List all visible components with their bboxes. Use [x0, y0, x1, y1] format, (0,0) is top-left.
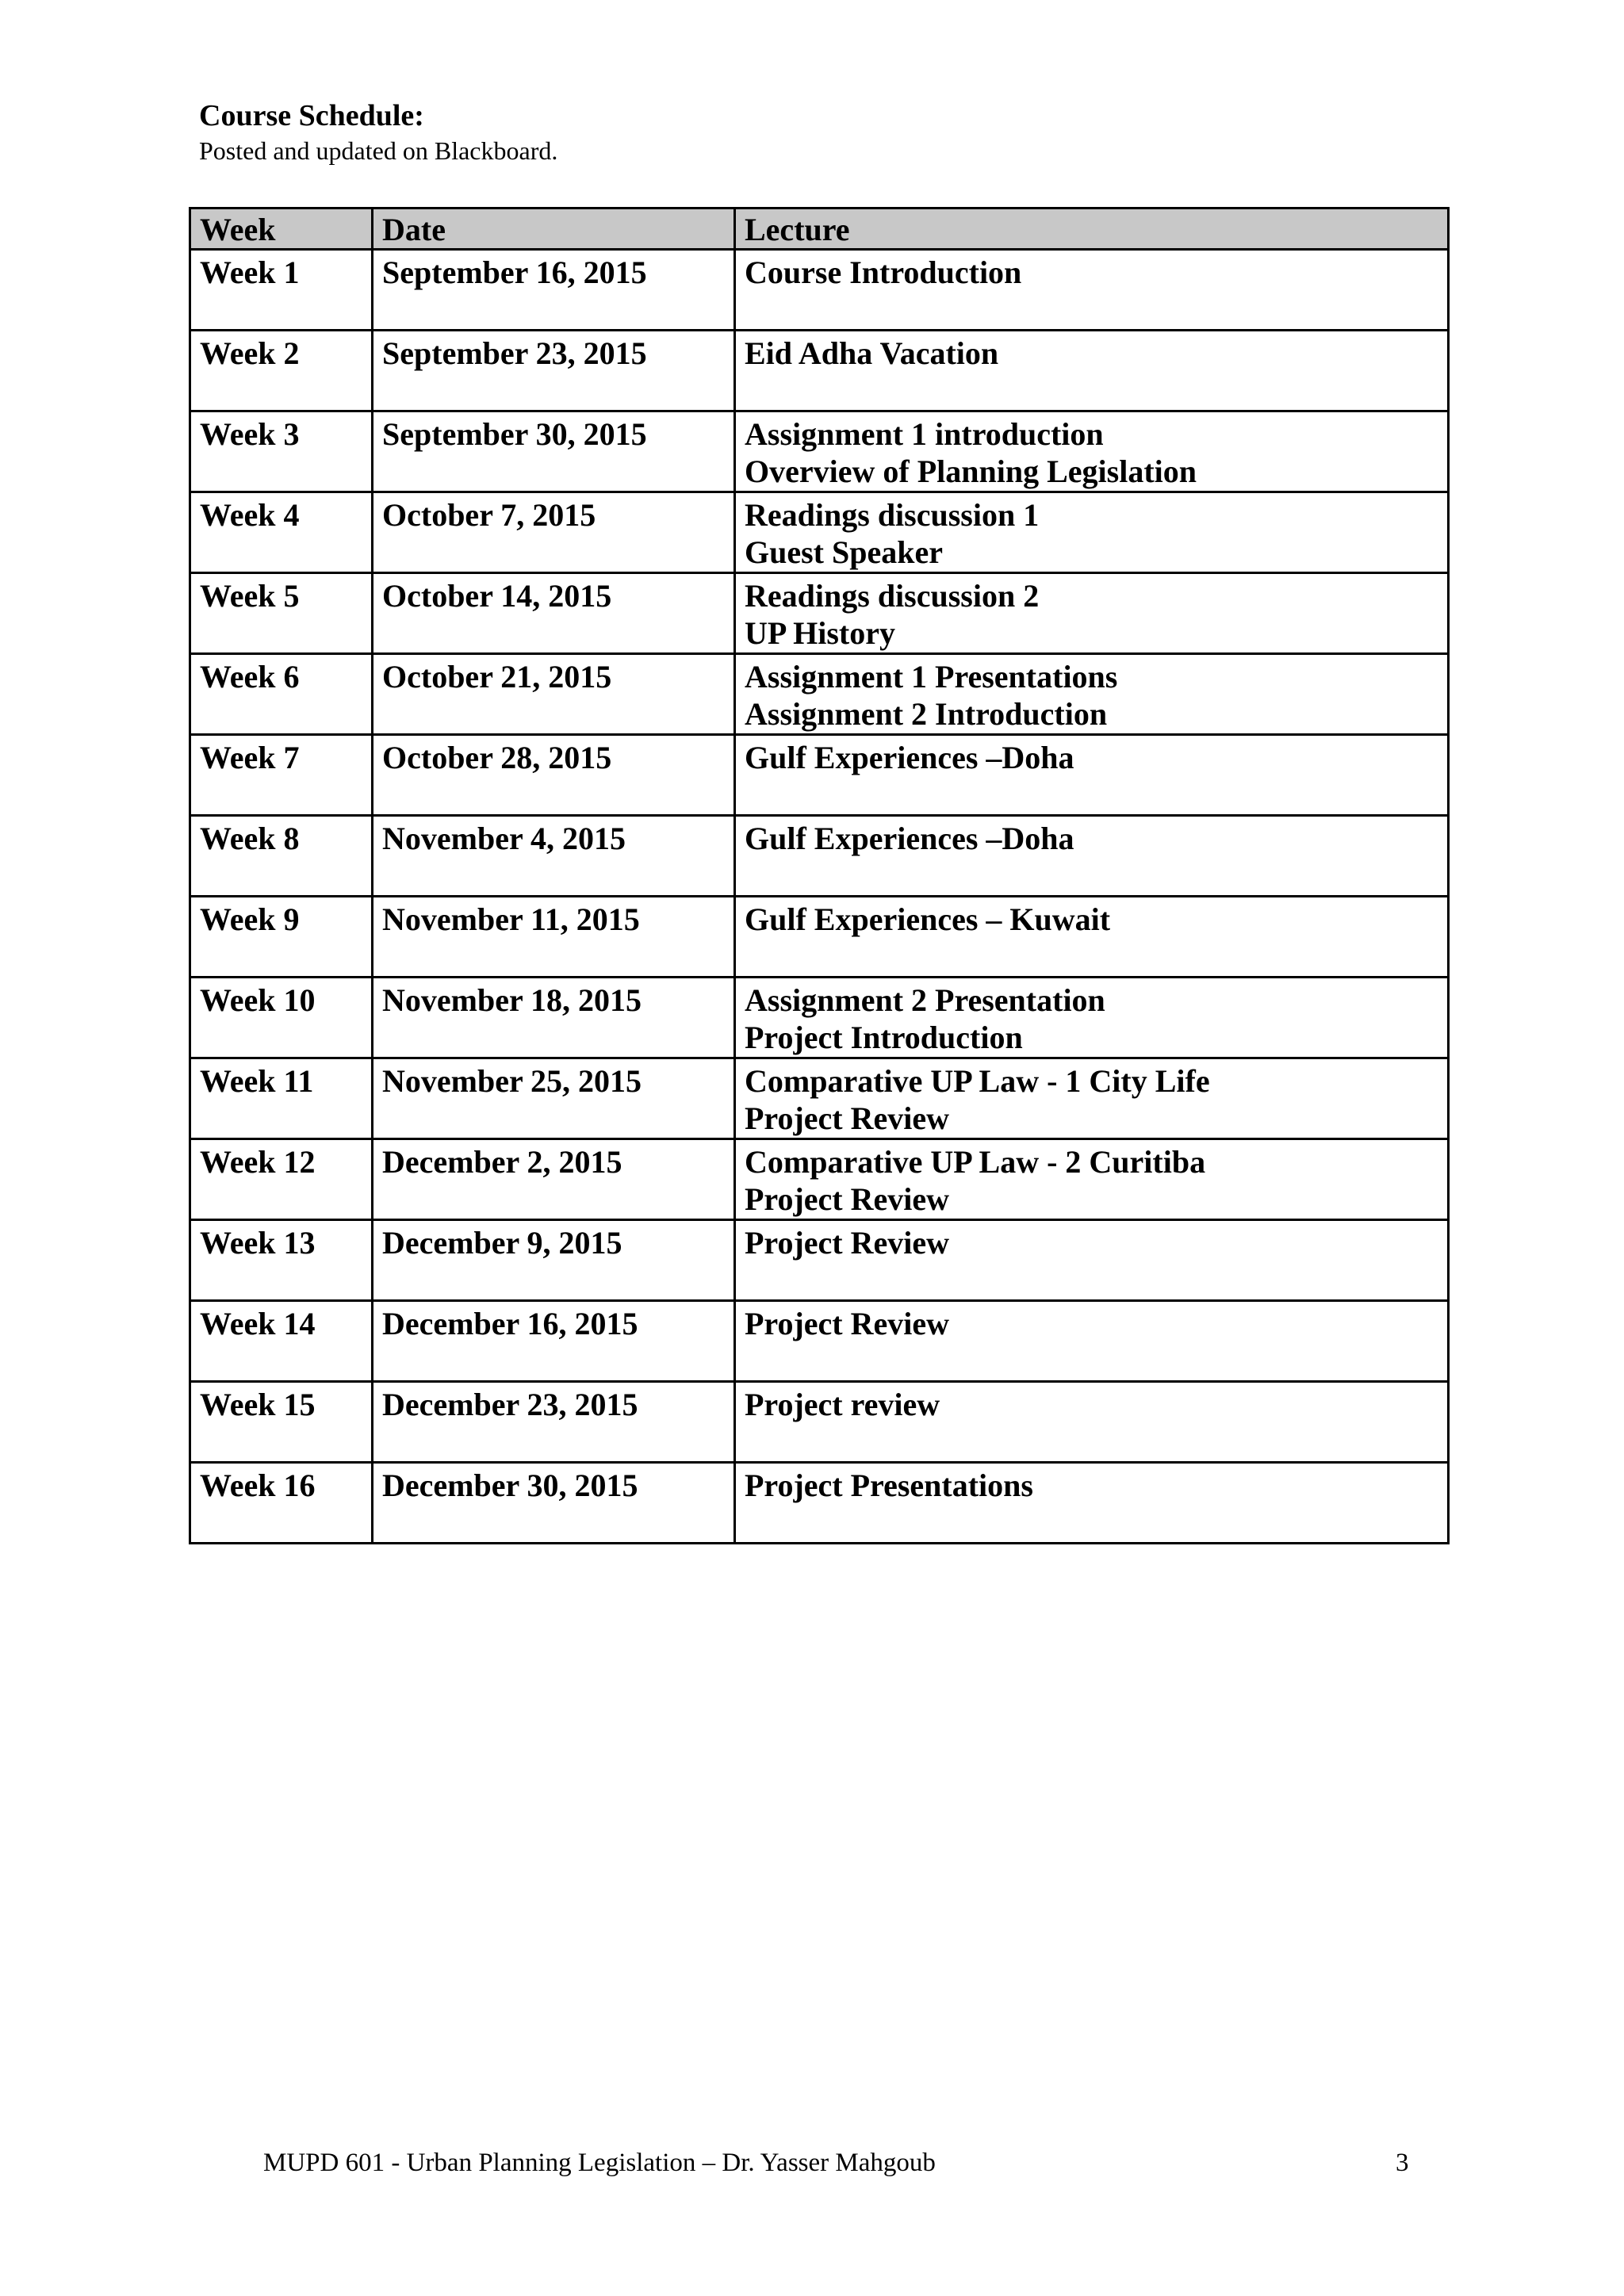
table-header-row	[190, 209, 1449, 250]
table-row	[190, 1463, 1449, 1544]
page-footer: MUPD 601 - Urban Planning Legislation – Dr. Yasser Mahgoub	[263, 2149, 936, 2177]
cell-date: November 4, 2015	[373, 816, 735, 897]
cell-week: Week 8	[190, 816, 373, 897]
cell-lecture	[735, 897, 1449, 978]
lecture-line: Project review	[745, 1387, 940, 1422]
lecture-line: Comparative UP Law - 2 Curitiba	[745, 1144, 1206, 1180]
cell-lecture	[735, 816, 1449, 897]
cell-date: December 9, 2015	[373, 1220, 735, 1301]
cell-date: November 25, 2015	[373, 1058, 735, 1139]
cell-lecture	[735, 492, 1449, 573]
cell-week: Week 9	[190, 897, 373, 978]
lecture-line: Gulf Experiences –Doha	[745, 821, 1074, 856]
table-row	[190, 978, 1449, 1058]
cell-lecture	[735, 250, 1449, 331]
lecture-line: UP History	[745, 615, 895, 651]
cell-week: Week 4	[190, 492, 373, 573]
section-heading: Course Schedule:	[199, 99, 424, 132]
lecture-line: Eid Adha Vacation	[745, 335, 999, 371]
cell-week: Week 11	[190, 1058, 373, 1139]
lecture-line: Readings discussion 1	[745, 497, 1040, 533]
lecture-line: Comparative UP Law - 1 City Life	[745, 1063, 1210, 1099]
column-header-date: Date	[373, 209, 735, 250]
cell-week: Week 12	[190, 1139, 373, 1220]
lecture-line: Course Introduction	[745, 254, 1022, 290]
cell-week: Week 1	[190, 250, 373, 331]
cell-date: October 14, 2015	[373, 573, 735, 654]
section-subheading: Posted and updated on Blackboard.	[199, 136, 558, 165]
cell-date: September 16, 2015	[373, 250, 735, 331]
cell-date: December 23, 2015	[373, 1382, 735, 1463]
cell-date: December 30, 2015	[373, 1463, 735, 1544]
cell-week: Week 3	[190, 411, 373, 492]
cell-week: Week 5	[190, 573, 373, 654]
cell-week: Week 6	[190, 654, 373, 735]
table-row	[190, 1220, 1449, 1301]
table-row	[190, 1058, 1449, 1139]
cell-date: October 28, 2015	[373, 735, 735, 816]
cell-lecture	[735, 331, 1449, 411]
cell-lecture	[735, 1139, 1449, 1220]
lecture-line: Gulf Experiences – Kuwait	[745, 901, 1111, 937]
table-row	[190, 492, 1449, 573]
lecture-line: Overview of Planning Legislation	[745, 453, 1197, 489]
lecture-line: Project Introduction	[745, 1020, 1023, 1055]
cell-week: Week 13	[190, 1220, 373, 1301]
cell-week: Week 14	[190, 1301, 373, 1382]
cell-week: Week 16	[190, 1463, 373, 1544]
cell-date: December 2, 2015	[373, 1139, 735, 1220]
table-row	[190, 1301, 1449, 1382]
cell-lecture	[735, 735, 1449, 816]
lecture-line: Gulf Experiences –Doha	[745, 740, 1074, 775]
table-row	[190, 573, 1449, 654]
lecture-line: Readings discussion 2	[745, 578, 1040, 614]
table-row	[190, 1139, 1449, 1220]
table-row	[190, 411, 1449, 492]
cell-week: Week 7	[190, 735, 373, 816]
table-row	[190, 816, 1449, 897]
lecture-line: Project Review	[745, 1181, 950, 1217]
lecture-line: Project Review	[745, 1306, 950, 1341]
table-row	[190, 331, 1449, 411]
cell-week: Week 10	[190, 978, 373, 1058]
cell-date: November 11, 2015	[373, 897, 735, 978]
lecture-line: Project Review	[745, 1100, 950, 1136]
lecture-line: Project Review	[745, 1225, 950, 1261]
column-header-lecture: Lecture	[735, 209, 1449, 250]
cell-date: September 23, 2015	[373, 331, 735, 411]
column-header-week: Week	[190, 209, 373, 250]
cell-lecture	[735, 654, 1449, 735]
cell-lecture	[735, 1301, 1449, 1382]
lecture-line: Assignment 2 Presentation	[745, 982, 1105, 1018]
cell-lecture	[735, 573, 1449, 654]
lecture-line: Assignment 1 introduction	[745, 416, 1104, 452]
cell-lecture	[735, 411, 1449, 492]
cell-lecture	[735, 1463, 1449, 1544]
lecture-line: Assignment 2 Introduction	[745, 696, 1108, 732]
lecture-line: Guest Speaker	[745, 534, 943, 570]
cell-date: September 30, 2015	[373, 411, 735, 492]
cell-lecture	[735, 978, 1449, 1058]
cell-date: October 21, 2015	[373, 654, 735, 735]
cell-date: November 18, 2015	[373, 978, 735, 1058]
course-schedule-table	[189, 207, 1450, 1544]
lecture-line: Project Presentations	[745, 1468, 1033, 1503]
table-row	[190, 735, 1449, 816]
table-row	[190, 1382, 1449, 1463]
table-row	[190, 654, 1449, 735]
cell-week: Week 15	[190, 1382, 373, 1463]
page-number: 3	[1396, 2149, 1409, 2177]
cell-lecture	[735, 1058, 1449, 1139]
table-row	[190, 897, 1449, 978]
cell-lecture	[735, 1220, 1449, 1301]
table-body	[190, 250, 1449, 1544]
cell-lecture	[735, 1382, 1449, 1463]
cell-week: Week 2	[190, 331, 373, 411]
table-row	[190, 250, 1449, 331]
cell-date: December 16, 2015	[373, 1301, 735, 1382]
cell-date: October 7, 2015	[373, 492, 735, 573]
lecture-line: Assignment 1 Presentations	[745, 659, 1118, 695]
